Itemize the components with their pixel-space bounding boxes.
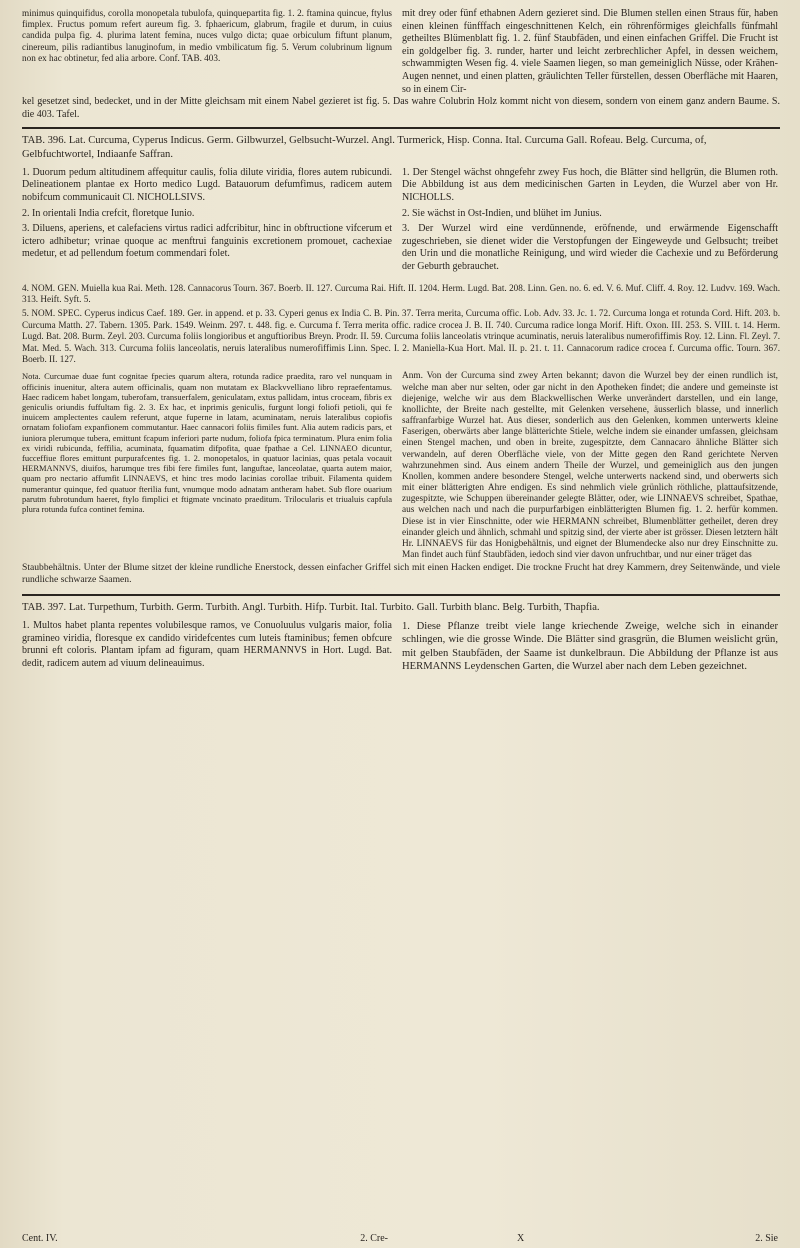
catchword-left: 2. Cre-: [360, 1233, 388, 1244]
top-latin-text: minimus quinquifidus, corolla monopetala tubulofa, quinquepartita fig. 1. 2. ftamina quincue, ftylus fimplex. Fructus pomum refert aureum fig. 3. fphaericum, glabrum, fragile et durum, in cuius candida pulpa fig. 4. plurima latent femina, nuces vulgo dicta; quae orbiculum fiftunt planum, cinereum, pilis radiantibus lanuginofum, in medio vmbilicatum fig. 5. Verum colubrinum lignum non ex hac obtinetur, fed alia arbore. Conf. TAB. 403.: [22, 8, 392, 63]
german-item-3: 3. Der Wurzel wird eine verdünnende, eröfnende, und erwärmende Eigenschafft zugeschrieben, sie dienet wider die Verstopfungen der Eingeweyde und Gelbsucht; treibet den Urin und die monatliche Reinigung, und wird wieder die Cachexie und zu Beförderung der Geburth gebrauchet.: [402, 223, 778, 273]
german-anmerkung: Anm. Von der Curcuma sind zwey Arten bekannt; davon die Wurzel bey der einen rundlich ist, welche man aber nur selten, oder gar nicht in den Apotheken findet; die andere und gemeinste ist diejenige, welche wir aus dem Blackwellischen Werke unverändert darstellen, und ein lange, knollichte, der Breite nach gestellte, mit Gelenken versehene, äusserlich blasse, und innerlich saffranfarbige Wurzel hat. Aus dieser, sonderlich aus den Gelenken, kommen unterwerts kleine Faserigen, oberwärts aber lange blätterichte Stiele, welche indem sie einander umfassen, gleichsam einen Stengel machen, und oben in breite, zugespitzte, dem Cannacaro ähnliche Blätter sich verwandeln, auf deren Oberfläche viele, von der Mitte gegen den Rand gerichtete Nerven wahrzunehmen sind. Aus einem andern Theile der Wurzel, und gemeiniglich aus den jungen Knollen, kommen andere besondere Stengel, welche unterwerts nackend sind, und oberwerts sich mit einer blätterigten Ahre endigen. Es sind nehmlich viele grünlich röthliche, plattaufsitzende, zugespitzte, wie Schuppen übereinander gelegte Blätter, oder, wie LINNAEVS schreibet, Spathae, aus welchen nach und nach die purpurfarbigen einblätterigten Blumen fig. 1. 2. herfür kommen. Diese ist in vier Einschnitte, oder wie HERMANN schreibet, Blumenblätter getheilet, deren drey einander gleich und ähnlich, schmahl und spitzig sind, der vierte aber ist grösser. Diesen letztern hält Hr. LINNAEVS für das Honigbehältnis, und eignet der Blumendecke also nur drey Einschnitte zu. Man findet auch fünf Staubfäden, iedoch sind vier davon unfruchtbar, und nur einer träget das: [402, 371, 778, 560]
signature-mark: Cent. IV.: [22, 1233, 58, 1244]
latin-nota: Nota. Curcumae duae funt cognitae fpecies quarum altera, rotunda radice praedita, raro vel nunquam in officinis inuenitur, altera autem officinalis, quam non mutatam ex Blackvvelliano libro repraefentamus. Haec radicem habet longam, tuberofam, transuerfalem, geniculatam, extus pallidam, intus croceam, fibris ex geniculis oriundis fuffultam fig. 2. 3. Ex hac, et inprimis geniculis, furgunt longi foliofi petioli, qui fe inuicem amplectentes caulem referunt, atque fuperne in latam, acuminatam, neruis lateralibus copiofis ornatam foliofam expanfionem commutantur. Haec cannacori foliis fimiles funt. Alia autem radicis pars, et iuniora plerumque tubera, emittunt fcapum inferiori parte nudum, foliofa fpica terminatum. Plura enim folia ex viridi rubicunda, feffilia, acuminata, fquamatim difpofita, quae fpathae a Cel. LINNAEO dicuntur, fucceffiue flores emittunt purpurafcentes fig. 1. 2. monopetalos, in quatuor lacinias, quas petala vocauit HERMANNVS, diuifos, harumque tres fibi fere fimiles funt, languftae, lanceolatae, quarta autem maior, quam pro nectario affumfit LINNAEVS, et hinc tres modo lacinias corollae tribuit. Filamenta quidem numerantur quinque, fed quatuor fterilia funt, vnumque modo adnatam antheram habet. Sub flore ouarium parutm fubrotundum haeret, ftylo fimplici et ftigmate vncinato praeditum. Trilocularis et triualuis capfula plura rotunda fufca continet femina.: [22, 371, 392, 514]
top-german-text: mit drey oder fünf ethabnen Adern gezieret sind. Die Blumen stellen einen Straus für, haben einen kleinen fünfffach eingeschnittenen Kelch, ein röhrenförmiges gleichfalls fünfmahl getheiltes Blümenblatt fig. 1. 2. fünf Staubfäden, und einen einfachen Griffel. Die Frucht ist ein goldgelber fig. 3. runder, harter und leicht zerbrechlicher Apfel, in dessen weichem, schwammigten Wesen fig. 4. viele Saamen liegen, so man gemeiniglich Nüsse, oder Krähen-Augen nennet, und einen platten, gräulichten Teller fürstellen, dessen Oberfläche mit Haaren, so in einem Cir-: [402, 8, 778, 95]
german-anmerkung-continuation: Staubbehältnis. Unter der Blume sitzet der kleine rundliche Enerstock, dessen einfacher Griffel sich mit einen Hacken endiget. Die trockne Frucht hat drey Kammern, drey Seitenwände, und viele rundliche schwarze Saamen.: [22, 562, 780, 585]
tab-396-notes: [22, 371, 780, 561]
section-divider-2: [22, 594, 780, 596]
top-section: [22, 8, 780, 96]
top-german-continuation: kel gesetzet sind, bedecket, und in der Mitte gleichsam mit einem Nabel gezieret ist fig. 5. Das wahre Colubrin Holz kommt nicht von diesem, sondern von einem ganz andern Baume. S. die 403. Tafel.: [22, 96, 780, 120]
tab-397-latin: 1. Multos habet planta repentes volubilesque ramos, ve Conuoluulus vulgaris maior, folia gramineo viridia, floresque ex candido viridefcentes cum luteis ftaminibus; femen obfcure brunni eft coloris. Plantam ipfam ad figuram, quam HERMANNVS in Hort. Lugd. Bat. dedit, radicem autem ad viuum delineauimus.: [22, 619, 392, 669]
signature-letter: X: [517, 1233, 525, 1244]
genus-nomenclature: 4. NOM. GEN. Muiella kua Rai. Meth. 128. Cannacorus Tourn. 367. Boerb. II. 127. Curcuma Rai. Hift. II. 1204. Herm. Lugd. Bat. 208. Linn. Gen. no. 6. ed. V. 6. Muf. Cliff. 4. Roy. 12. Ludvv. 169. Wach. 313. Heift. Syft. 5.: [22, 282, 780, 305]
tab-397-descriptions: [22, 620, 780, 673]
section-divider: [22, 127, 780, 129]
tab-396-header: TAB. 396. Lat. Curcuma, Cyperus Indicus. Germ. Gilbwurzel, Gelbsucht-Wurzel. Angl. Turmerick, Hisp. Conna. Ital. Curcuma Gall. Rofeau. Belg. Curcuma, of, Gelbfuchtwortel, Indiaanfe Saffran.: [22, 135, 707, 161]
tab-397-header: TAB. 397. Lat. Turpethum, Turbith. Germ. Turbith. Angl. Turbith. Hifp. Turbit. Ital. Turbito. Gall. Turbith blanc. Belg. Turbith, Thapfia.: [22, 602, 600, 614]
tab-397-german: 1. Diese Pflanze treibt viele lange kriechende Zweige, welche sich in einander schlingen, wie die grosse Winde. Die Blätter sind grasgrün, die Blumen weislicht grün, mit gelben Staubfäden, der Saame ist dunkelbraun. Die Abbildung der Pflanze ist aus HERMANNS Leydenschen Garten, die Wurzel aber nach dem Leben gezeichnet.: [402, 620, 778, 672]
tab-396-german: [402, 167, 778, 277]
german-item-2: 2. Sie wächst in Ost-Indien, und blühet im Junius.: [402, 207, 602, 219]
species-nomenclature: 5. NOM. SPEC. Cyperus indicus Caef. 189. Ger. in append. et p. 33. Cyperi genus ex India C. B. Pin. 37. Terra merita, Curcuma offic. Lob. Adv. 33. Jc. 1. 72. Curcuma longa et rotunda Cord. Hift. 203. b. Curcuma Matth. 27. Tabern. 1305. Park. 1549. Weinm. 297. t. 448. fig. e. Curcuma f. Terra merita offic. radice crocea J. B. II. 740. Curcuma radice longa Morif. Hift. Oxon. III. 253. S. VIII. t. 14. Herm. Lugd. Bat. 208. Burm. Zeyl. 203. Curcuma foliis longioribus et anguftioribus Breyn. Prodr. II. 59. Curcuma foliis lanceolatis vtrinque acuminatis, neruis lateralibus numerofiffimis Roy. 12. Linn. Fl. Zeyl. 7. Mat. Med. 5. Wach. 313. Curcuma foliis lanceolatis, neruis lateralibus numerofiffimis Linn. Spec. I. 2. Maniella-Kua Hort. Mal. II. p. 21. t. 11. Cannacorum radice crocea f. Curcuma offic. Tourn. 367. Boerb. II. 127.: [22, 308, 780, 365]
latin-item-1: 1. Duorum pedum altitudinem affequitur caulis, folia dilute viridia, flores autem rubicundi. Delineationem plantae ex Horto medico Lugd. Batauorum defumfimus, radicem autem nobifcum communicauit Cl. NICHOLLSIVS.: [22, 166, 392, 204]
tab-396-descriptions: [22, 167, 780, 277]
latin-item-2: 2. In orientali India crefcit, floretque Iunio.: [22, 207, 195, 219]
catchword-right: 2. Sie: [755, 1233, 778, 1244]
page-footer: [22, 1233, 780, 1244]
german-item-1: 1. Der Stengel wächst ohngefehr zwey Fus hoch, die Blätter sind hellgrün, die Blumen roth. Die Abbildung ist aus dem medicinischen Garten in Leyden, die Wurzel aber von Hr. NICHOLLS.: [402, 166, 778, 204]
latin-item-3: 3. Diluens, aperiens, et calefaciens virtus radici adfcribitur, hinc in obftructione vifcerum et ictero adhibetur; vrinae quoque ac menftrui fanguinis excretionem promouet, cachexiae medetur, et ad pellendum foetum commendari folet.: [22, 223, 392, 260]
tab-396-latin: [22, 167, 392, 277]
